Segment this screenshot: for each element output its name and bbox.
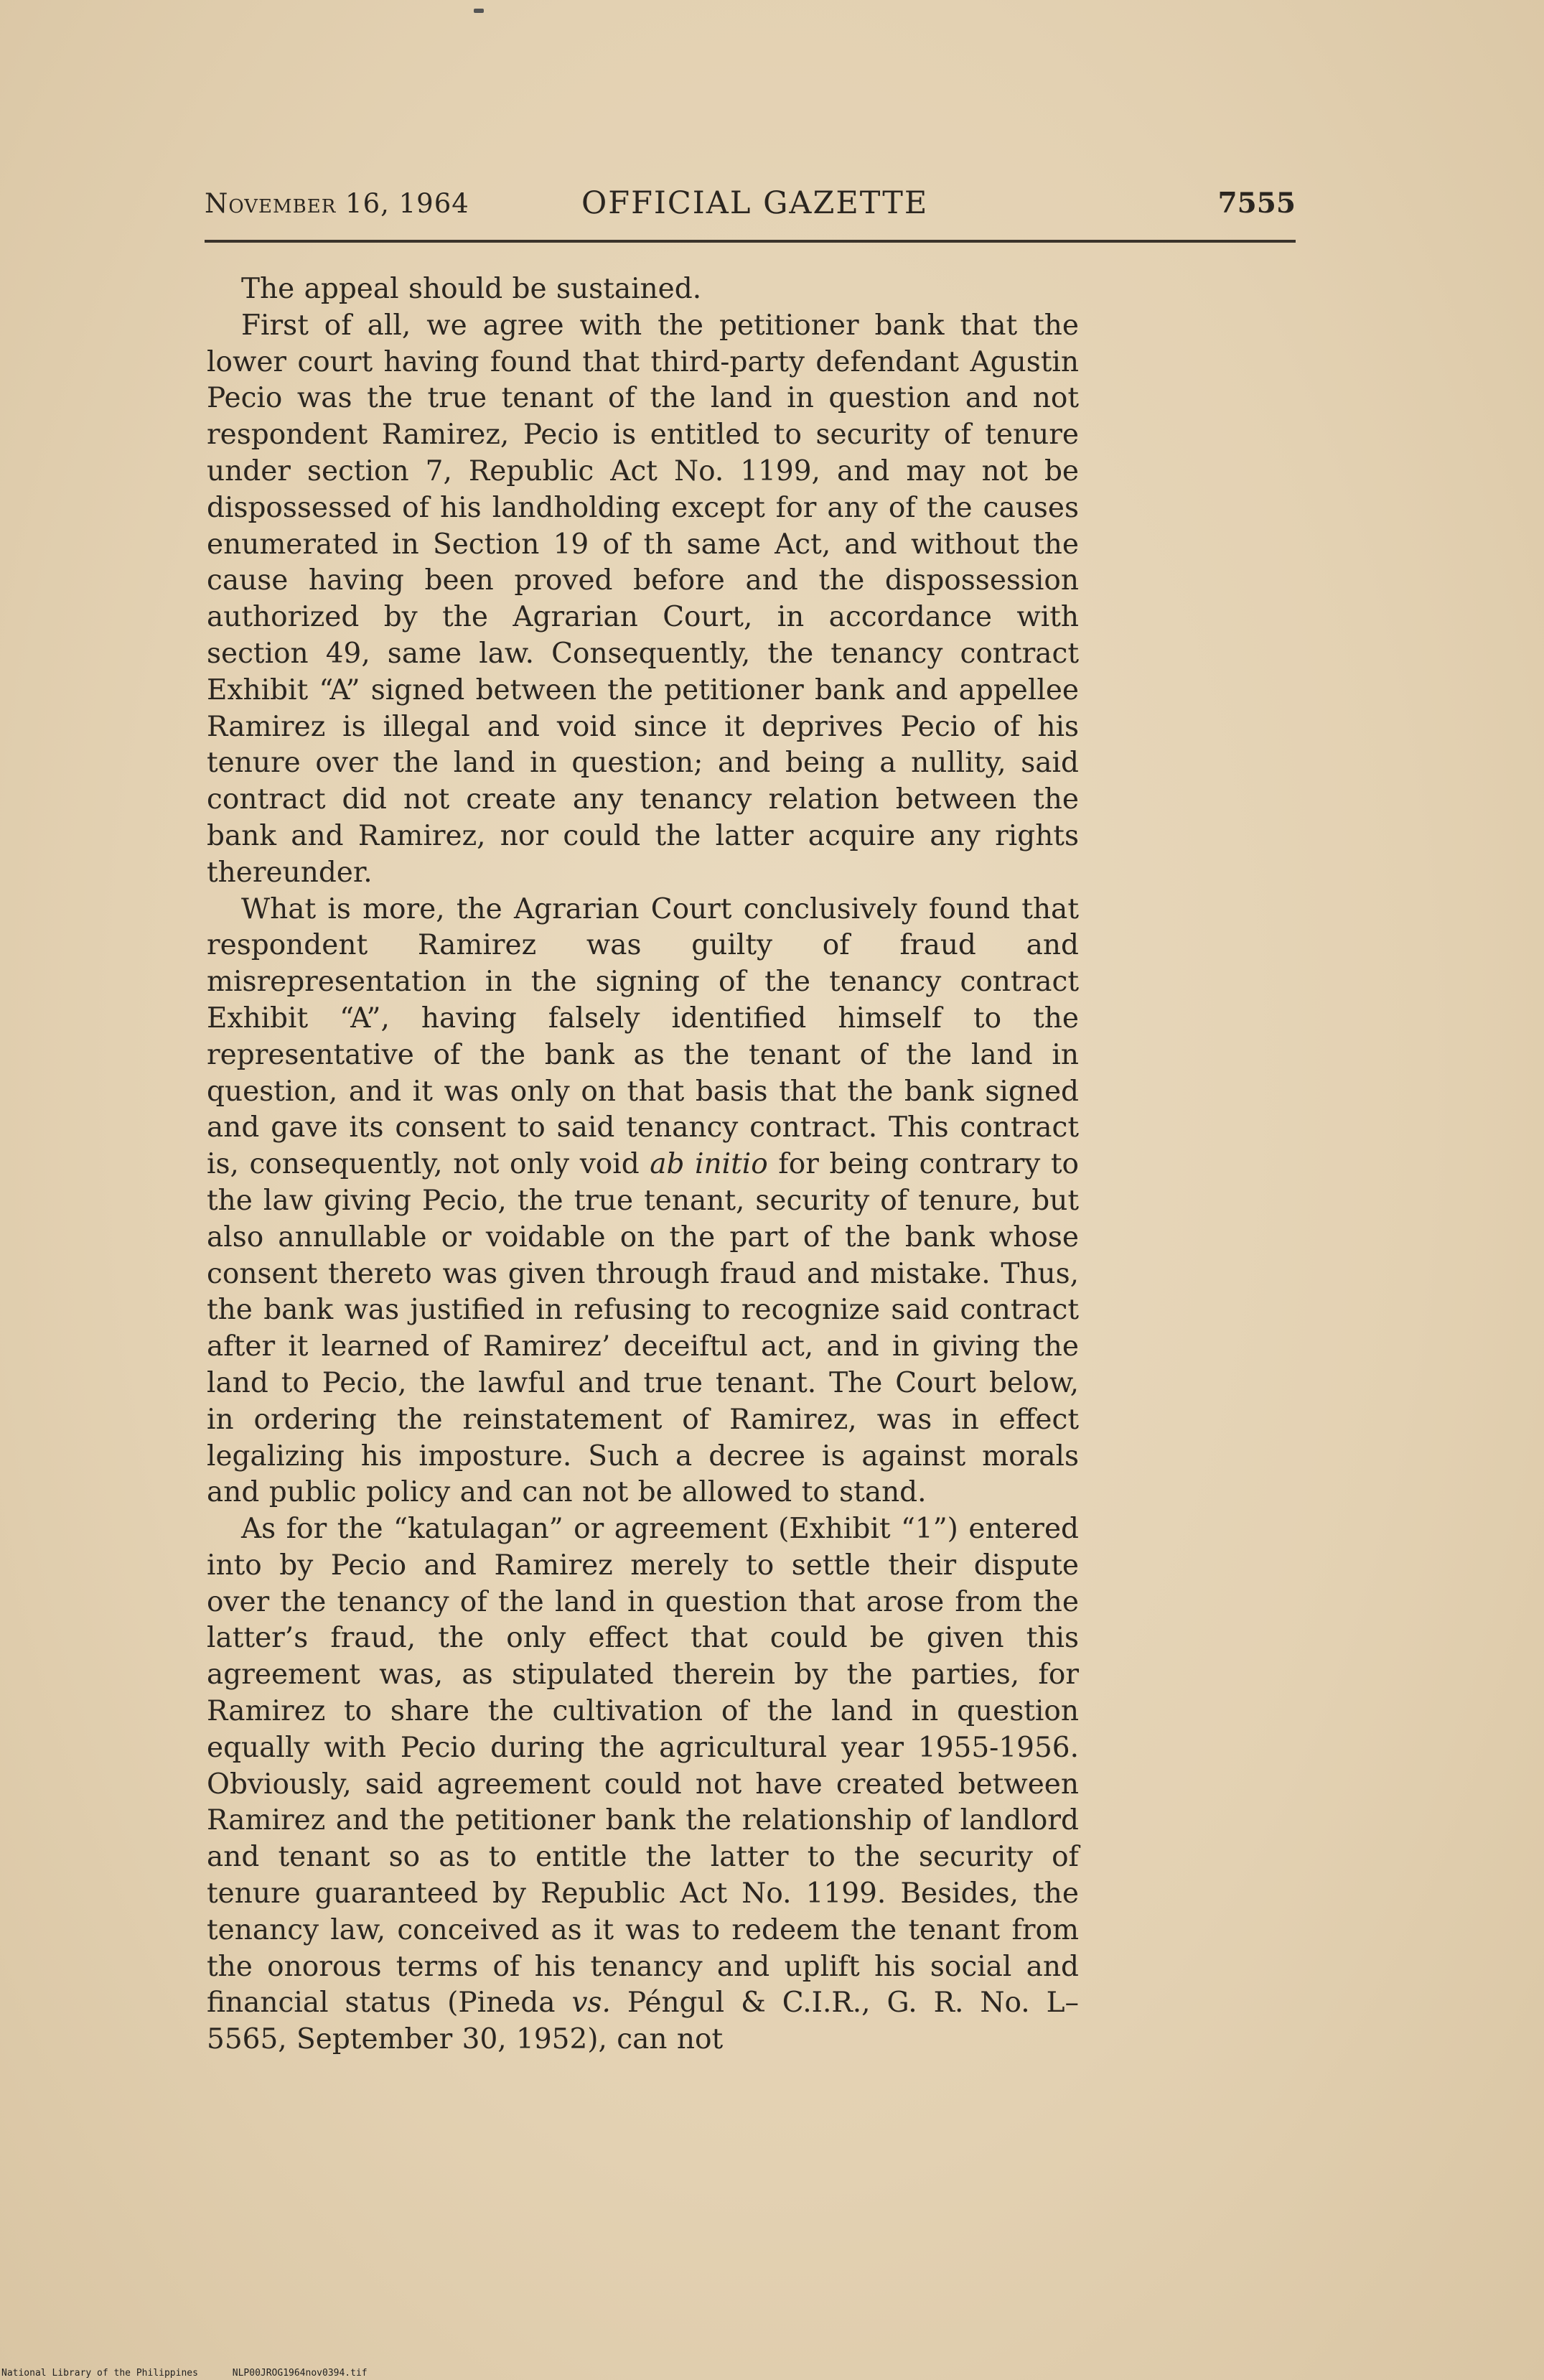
paragraph-text: First of all, we agree with the petitioner bank that the lower court having found that third-party defendant Agustin Pecio was the true tenant of the land in question and not respondent Ramirez, Pecio is entitled to security of tenure under section 7, Republic Act No. 1199, and may not be dispossessed of his landholding except for any of the causes enumerated in Section 19 of th same Act, and without the cause having been proved before and the dispossession authorized by the Agrarian Court, in accordance with section 49, same law. Consequently, the tenancy contract Exhibit “A” signed between the petitioner bank and appellee Ramirez is illegal and void since it deprives Pecio of his tenure over the land in question; and being a nullity, said contract did not create any tenancy relation between the bank and Ramirez, nor could the latter acquire any rights thereunder. (207, 309, 1079, 889)
italic-latin-phrase: ab initio (650, 1148, 768, 1181)
header-date: November 16, 1964 (205, 188, 469, 219)
page-header (205, 185, 1296, 231)
header-title: OFFICIAL GAZETTE (581, 185, 929, 221)
paragraph (207, 892, 1079, 1512)
paragraph-text: Péngul & C.I.R., G. R. No. L–5565, September 30, 1952), can not (207, 1987, 1079, 2056)
scan-mark (474, 9, 484, 13)
header-rule (205, 240, 1296, 243)
paragraph (207, 308, 1079, 892)
page-number: 7555 (1217, 187, 1296, 220)
footer-library: National Library of the Philippines (1, 2368, 198, 2379)
italic-versus: vs. (571, 1987, 611, 2020)
paragraph-text: As for the “katulagan” or agreement (Exhibit “1”) entered into by Pecio and Ramirez merely to settle their dispute over the tenancy of the land in question that arose from the latter’s fraud, the only effect that could be given this agreement was, as stipulated therein by the parties, for Ramirez to share the cultivation of the land in question equally with Pecio during the agricultural year 1955-1956. Obviously, said agreement could not have created between Ramirez and the petitioner bank the relationship of landlord and tenant so as to entitle the latter to the security of tenure guaranteed by Republic Act No. 1199. Besides, the tenancy law, conceived as it was to redeem the tenant from the onorous terms of his tenancy and uplift his social and financial status (Pineda (207, 1513, 1079, 2020)
scan-footer (1, 2368, 396, 2379)
paragraph-text: What is more, the Agrarian Court conclusively found that respondent Ramirez was guilty of fraud and misrepresentation in the signing of the tenancy contract Exhibit “A”, having falsely identified himself to the representative of the bank as the tenant of the land in question, and it was only on that basis that the bank signed and gave its consent to said tenancy contract. This contract is, consequently, not only void (207, 892, 1079, 1181)
body-text (207, 271, 1079, 2058)
paragraph (207, 271, 1079, 308)
paragraph-text: for being contrary to the law giving Pecio, the true tenant, security of tenure, but also annullable or voidable on the part of the bank whose consent thereto was given through fraud and mistake. Thus, the bank was justified in refusing to recognize said contract after it learned of Ramirez’ deceiftul act, and in giving the land to Pecio, the lawful and true tenant. The Court below, in ordering the reinstatement of Ramirez, was in effect legalizing his imposture. Such a decree is against morals and public policy and can not be allowed to stand. (207, 1148, 1079, 1509)
footer-filename: NLP00JROG1964nov0394.tif (232, 2368, 368, 2379)
paragraph-text: The appeal should be sustained. (241, 273, 702, 305)
paragraph (207, 1511, 1079, 2058)
